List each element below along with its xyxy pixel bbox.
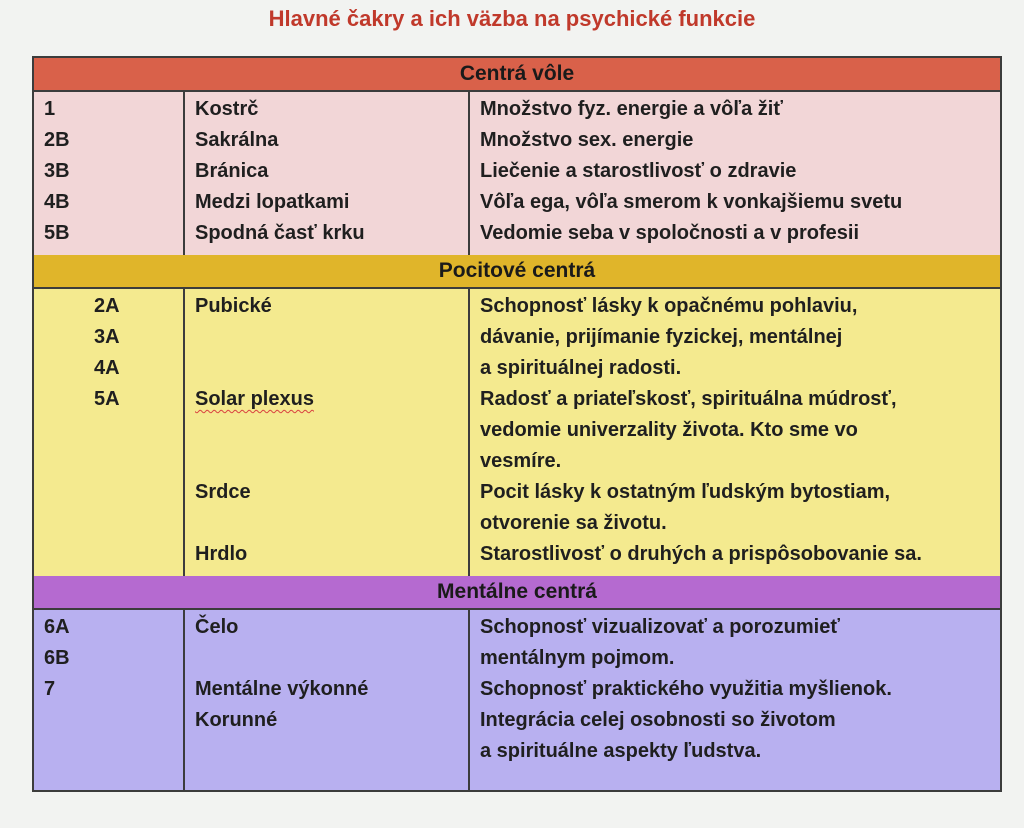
name-cell <box>195 322 458 353</box>
name-cell: Korunné <box>195 709 278 731</box>
code-cell: 6A <box>44 616 70 638</box>
code-cell: 7 <box>44 678 56 700</box>
function-cell: Vedomie seba v spoločnosti a v profesii <box>480 222 860 244</box>
name-cell: Mentálne výkonné <box>195 678 369 700</box>
name-cell: Medzi lopatkami <box>195 191 350 213</box>
name-cell: Kostrč <box>195 98 259 120</box>
name-cell: Srdce <box>195 481 251 503</box>
function-cell: mentálnym pojmom. <box>480 647 675 669</box>
functions-column <box>468 289 1000 576</box>
function-cell: Radosť a priateľskosť, spirituálna múdrosť, <box>480 388 897 410</box>
name-cell <box>195 643 458 674</box>
code-cell: 3B <box>44 160 70 182</box>
codes-column <box>34 92 183 255</box>
section-will <box>34 58 1000 255</box>
function-cell: Starostlivosť o druhých a prispôsobovanie sa. <box>480 543 922 565</box>
code-cell: 6B <box>44 647 70 669</box>
code-cell: 1 <box>44 98 56 120</box>
name-cell: Pubické <box>195 295 272 317</box>
code-cell: 5B <box>44 222 70 244</box>
names-column <box>183 289 468 576</box>
code-cell: 5A <box>94 388 120 410</box>
section-body-feel <box>34 289 1000 576</box>
code-cell: 4B <box>44 191 70 213</box>
function-cell: dávanie, prijímanie fyzickej, mentálnej <box>480 326 843 348</box>
name-cell: Čelo <box>195 616 239 638</box>
section-mental <box>34 576 1000 790</box>
names-column <box>183 610 468 790</box>
function-cell: Množstvo sex. energie <box>480 129 694 151</box>
function-cell: Schopnosť vizualizovať a porozumieť <box>480 616 840 638</box>
functions-column <box>468 92 1000 255</box>
code-cell: 3A <box>94 326 120 348</box>
name-cell: Hrdlo <box>195 543 248 565</box>
name-cell: Bránica <box>195 160 269 182</box>
function-cell: otvorenie sa životu. <box>480 512 667 534</box>
section-header-mental: Mentálne centrá <box>34 576 1000 610</box>
function-cell: Liečenie a starostlivosť o zdravie <box>480 160 797 182</box>
page-title: Hlavné čakry a ich väzba na psychické funkcie <box>268 6 756 31</box>
function-cell: Schopnosť lásky k opačnému pohlaviu, <box>480 295 858 317</box>
section-feel <box>34 255 1000 576</box>
function-cell: Pocit lásky k ostatným ľudským bytostiam, <box>480 481 891 503</box>
name-text: Solar plexus <box>195 388 314 410</box>
functions-column <box>468 610 1000 790</box>
chakra-table <box>32 56 1002 792</box>
section-body-will <box>34 92 1000 255</box>
name-cell <box>195 508 458 539</box>
function-cell: vedomie univerzality života. Kto sme vo <box>480 419 858 441</box>
section-body-mental <box>34 610 1000 790</box>
section-header-will: Centrá vôle <box>34 58 1000 92</box>
name-cell <box>195 384 458 415</box>
function-cell: a spirituálnej radosti. <box>480 357 682 379</box>
name-cell <box>195 446 458 477</box>
function-cell: Množstvo fyz. energie a vôľa žiť <box>480 98 783 120</box>
codes-column <box>34 289 183 576</box>
codes-column <box>34 610 183 790</box>
name-cell <box>195 353 458 384</box>
function-cell: Vôľa ega, vôľa smerom k vonkajšiemu svetu <box>480 191 903 213</box>
name-cell <box>195 415 458 446</box>
name-cell: Sakrálna <box>195 129 279 151</box>
function-cell: a spirituálne aspekty ľudstva. <box>480 740 762 762</box>
function-cell: Schopnosť praktického využitia myšlienok. <box>480 678 892 700</box>
code-cell: 4A <box>94 357 120 379</box>
name-cell: Spodná časť krku <box>195 222 365 244</box>
code-cell: 2A <box>94 295 120 317</box>
function-cell: Integrácia celej osobnosti so životom <box>480 709 836 731</box>
function-cell: vesmíre. <box>480 450 562 472</box>
section-header-feel: Pocitové centrá <box>34 255 1000 289</box>
code-cell: 2B <box>44 129 70 151</box>
names-column <box>183 92 468 255</box>
